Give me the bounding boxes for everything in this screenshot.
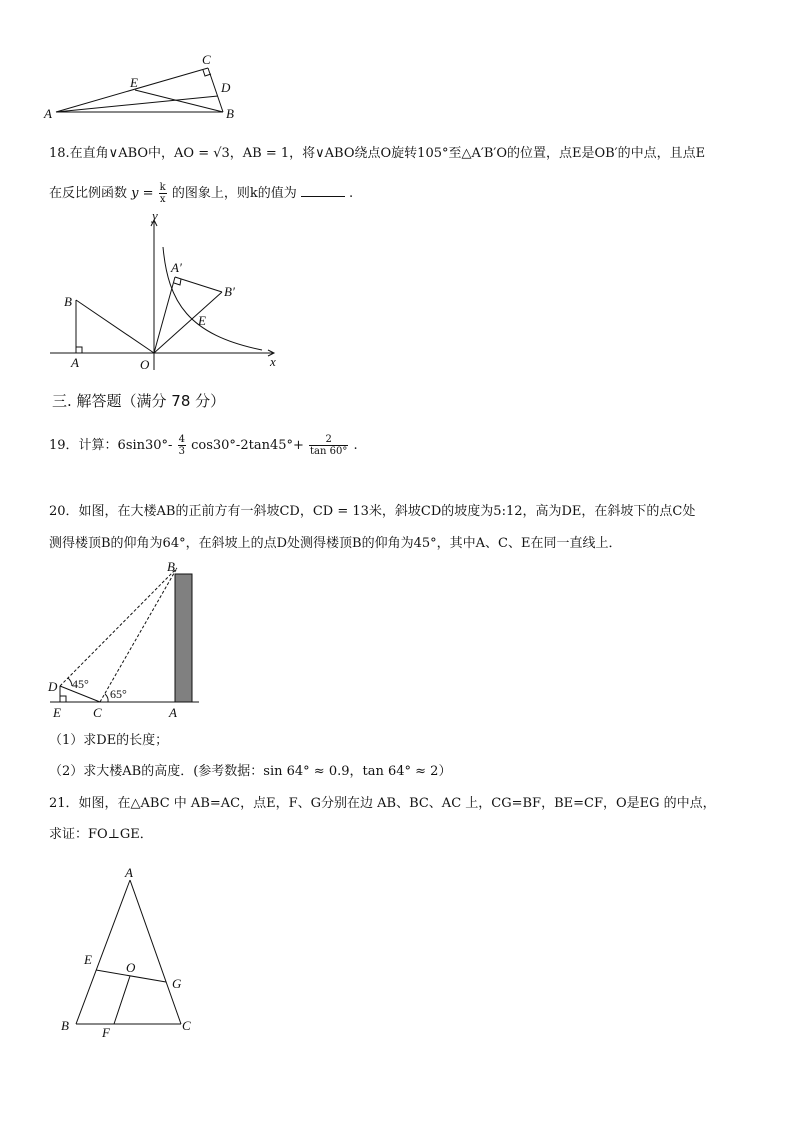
fig18-label-b: B [64, 294, 72, 309]
q21-line1: 21．如图，在△ABC 中 AB=AC，点E，F、G分别在边 AB、BC、AC 上，CG=BF，BE=CF，O是EG 的中点， [49, 796, 716, 811]
figure-17 [40, 52, 250, 124]
q19-f2-den: tan 60° [310, 446, 348, 457]
fig21-label-b: B [61, 1018, 69, 1033]
fig18-label-e: E [198, 313, 206, 328]
fig20-label-d: D [48, 679, 58, 694]
fig20-label-e: E [53, 705, 61, 720]
fig17-label-e: E [130, 75, 138, 90]
q20-line2: 测得楼顶B的仰角为64°，在斜坡上的点D处测得楼顶B的仰角为45°，其中A、C、E在同一直线上． [49, 536, 622, 551]
fig18-label-a-prime: A′ [171, 260, 182, 275]
q18-line2-pre: 在反比例函数 [49, 186, 128, 201]
q19-mid: cos30°-2tan45°+ [191, 438, 304, 453]
q18-fraction [159, 182, 167, 205]
q18-frac-num: k [159, 182, 166, 193]
q19-f2-num: 2 [309, 434, 348, 446]
fig18-label-y: y [152, 210, 158, 223]
q21-line2: 求证：FO⊥GE． [49, 827, 153, 842]
q18-line2-post: 的图象上，则k的值为 [171, 186, 297, 201]
q19-fraction-1 [178, 434, 186, 457]
figure-20 [44, 558, 214, 723]
figure-18 [40, 210, 290, 378]
q20-line1: 20．如图，在大楼AB的正前方有一斜坡CD，CD = 13米，斜坡CD的坡度为5:12，高为DE，在斜坡下的点C处 [49, 504, 696, 519]
fig18-label-b-prime: B′ [224, 284, 235, 299]
q19-end: . [353, 438, 358, 453]
q19-pre: 19．计算：6sin30°- [49, 438, 173, 453]
fig21-label-f: F [102, 1025, 110, 1040]
q19-f1-den: 3 [178, 446, 185, 457]
fig18-label-x: x [270, 354, 276, 369]
q18-line2-end: . [349, 186, 354, 201]
fig17-label-d: D [221, 80, 231, 95]
q19-fraction-2 [309, 434, 348, 457]
q19-line [49, 434, 358, 457]
q19-f1-num: 4 [178, 434, 185, 445]
fig17-label-c: C [202, 52, 211, 67]
fig21-label-o: O [126, 960, 136, 975]
section-3-heading: 三. 解答题（满分 78 分） [52, 392, 226, 410]
fig17-label-a: A [44, 106, 52, 121]
fig20-angle-65: 65° [110, 687, 127, 701]
fig21-label-a: A [125, 865, 133, 880]
q18-frac-den: x [159, 194, 166, 205]
q18-answer-blank[interactable] [301, 184, 345, 197]
q18-y-equals: y = [131, 186, 154, 201]
fig21-label-e: E [84, 952, 92, 967]
figure-21 [54, 862, 204, 1042]
fig20-label-b: B [167, 559, 175, 574]
q20-sub1: （1）求DE的长度； [49, 733, 169, 748]
fig21-label-c: C [182, 1018, 191, 1033]
fig17-label-b: B [226, 106, 234, 121]
fig21-label-g: G [172, 976, 182, 991]
fig18-label-a: A [71, 355, 79, 370]
fig18-label-o: O [140, 357, 150, 372]
fig20-angle-45: 45° [72, 677, 89, 691]
fig20-label-c: C [93, 705, 102, 720]
fig20-label-a: A [169, 705, 177, 720]
q18-line2 [49, 182, 353, 205]
q18-line1: 18.在直角∨ABO中，AO = √3，AB = 1，将∨ABO绕点O旋转105°至△A′B′O的位置，点E是OB′的中点，且点E [49, 146, 706, 161]
q20-sub2: （2）求大楼AB的高度．(参考数据：sin 64° ≈ 0.9，tan 64° ≈ 2） [49, 764, 452, 779]
